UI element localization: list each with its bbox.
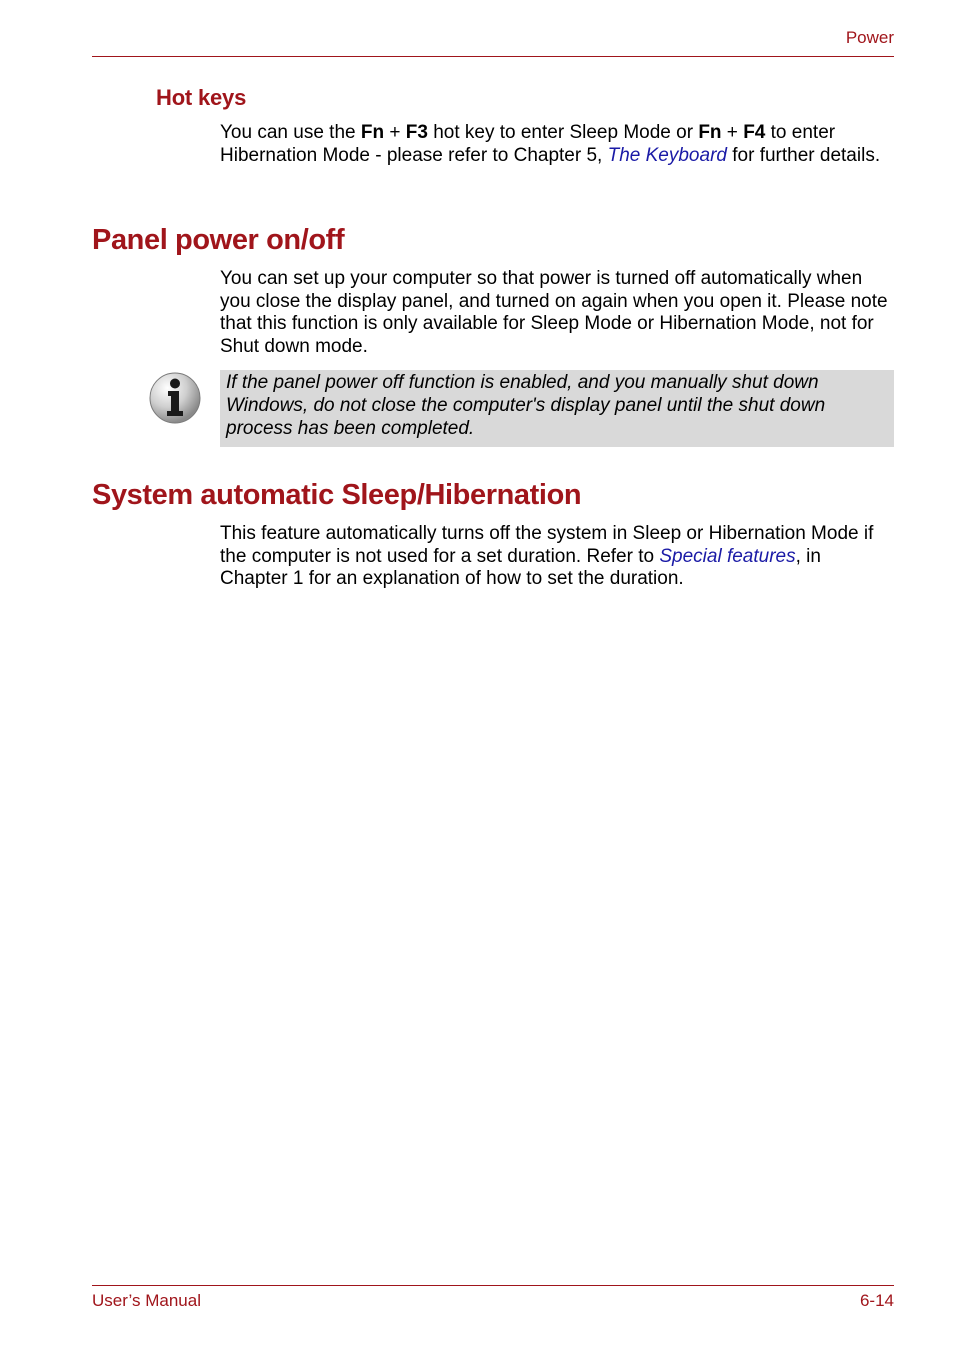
sleep-hibernation-heading: System automatic Sleep/Hibernation	[92, 479, 582, 511]
text-run: +	[384, 122, 406, 143]
sleep-hibernation-paragraph	[220, 523, 892, 591]
header-rule	[92, 56, 894, 57]
footer-rule	[92, 1285, 894, 1286]
the-keyboard-link[interactable]: The Keyboard	[607, 144, 727, 166]
text-run: This feature automatically turns off the system in Sleep or Hibernation Mode if the computer is not used for a set duration. Refer to	[220, 523, 874, 567]
hot-keys-paragraph	[220, 122, 892, 167]
header-section-title: Power	[845, 28, 894, 47]
panel-power-paragraph: You can set up your computer so that power is turned off automatically when you close the display panel, and turned on again when you open it. Please note that this function is only available for Sleep Mode or Hibernation Mode, not for Shut down mode.	[220, 268, 888, 358]
note-box: If the panel power off function is enabled, and you manually shut down Windows, do not close the computer's display panel until the shut down process has been completed.	[220, 370, 894, 447]
text-run: for further details.	[726, 144, 881, 166]
text-run: +	[721, 122, 744, 143]
hot-keys-heading: Hot keys	[156, 85, 247, 110]
info-icon	[148, 371, 202, 425]
text-run: to enter Hibernation Mode - please refer to Chapter 5,	[220, 122, 836, 166]
key-fn: Fn	[360, 122, 385, 143]
text-run: , in Chapter 1 for an explanation of how to set the duration.	[220, 545, 821, 590]
special-features-link[interactable]: Special features	[659, 545, 796, 567]
key-fn: Fn	[698, 122, 722, 143]
page-number: 6-14	[859, 1291, 894, 1310]
key-f3: F3	[405, 122, 428, 143]
text-run: hot key to enter Sleep Mode or	[427, 122, 699, 143]
footer-manual-title: User’s Manual	[92, 1291, 201, 1310]
panel-power-heading: Panel power on/off	[92, 224, 345, 256]
key-f4: F4	[743, 122, 766, 143]
text-run: You can use the	[220, 122, 361, 143]
